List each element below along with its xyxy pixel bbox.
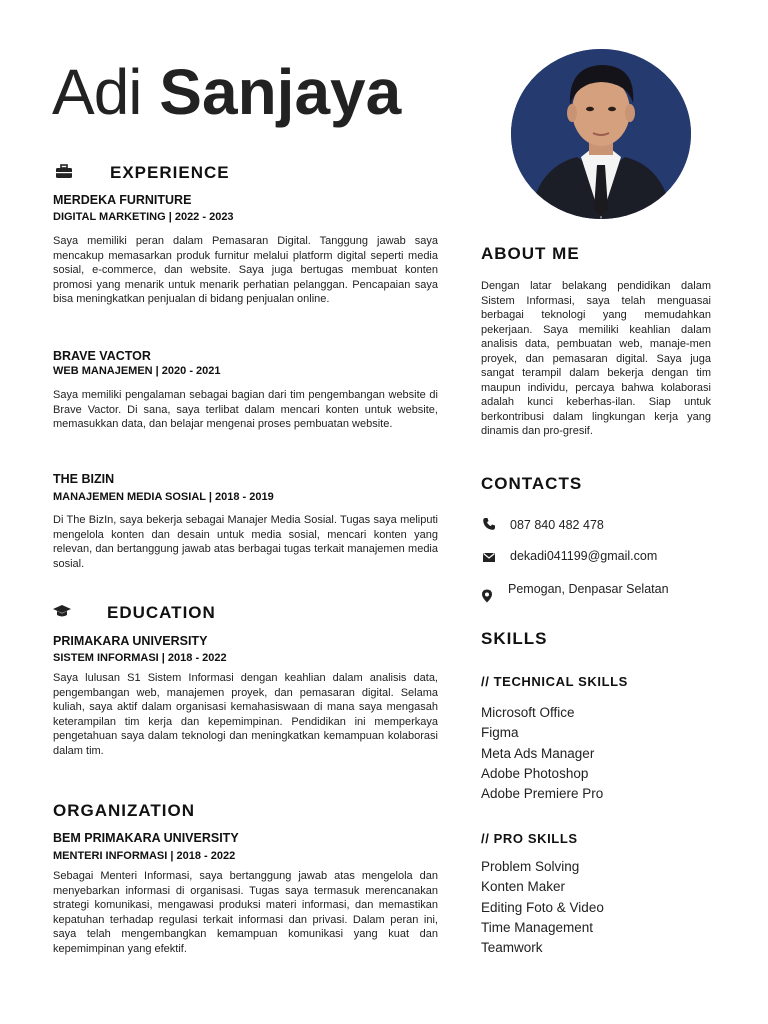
about-text: Dengan latar belakang pendidikan dalam Sistem Informasi, saya telah menguasai berbagai teknologi yang memudahkan pekerjaan. Saya memiliki keahlian dalam analisis data, pembuatan web, manaje-men proyek, dan pemasaran digital. Saya juga sangat terampil dalam bekerja dengan tim maupun individu, percaya bahwa kolaborasi adalah kunci keberhas-ilan. Siap untuk berkontribusi dalam lingkungan kerja yang dinamis dan pro-gresif. [481,280,711,437]
envelope-icon [482,550,496,569]
skill-item: Teamwork [481,940,543,956]
skill-item: Time Management [481,919,594,935]
job-description: Saya memiliki pengalaman sebagai bagian dari tim pengembangan website di Brave Vactor. Di sana, saya terlibat dalam mencari konten untuk website, memasukkan data, dan belajar mengenai proses pembuatan website. [53,389,438,430]
skill-item: Adobe Premiere Pro [481,786,604,802]
skills-title: SKILLS [481,629,548,648]
education-description: Saya lulusan S1 Sistem Informasi dengan keahlian dalam analisis data, pengembangan web, manajemen proyek, dan pemasaran digital. Selama kuliah, saya aktif dalam organisasi kemahasiswaan di mana saya mengasah keterampilan tim kerja dan kepemimpinan. Pendidikan ini memperkaya pengetahuan saya dalam teknologi dan meningkatkan kemampuan kolaborasi dalam tim. [53,672,438,757]
contacts-title: CONTACTS [481,474,583,493]
experience-title: EXPERIENCE [110,163,230,182]
job-company: THE BIZIN [53,472,115,486]
education-title: EDUCATION [107,603,216,622]
job-company: BRAVE VACTOR [53,349,151,363]
school-name: PRIMAKARA UNIVERSITY [53,634,208,648]
skill-item: Microsoft Office [481,705,575,720]
about-title: ABOUT ME [481,244,580,263]
job-role: MANAJEMEN MEDIA SOSIAL | 2018 - 2019 [53,491,274,503]
organization-role: MENTERI INFORMASI | 2018 - 2022 [53,850,236,862]
technical-skills-list [481,703,603,804]
phone-icon [482,517,496,536]
job-description: Di The BizIn, saya bekerja sebagai Manajer Media Sosial. Tugas saya meliputi mengelola konten dan desain untuk media sosial, mencari konten yang relevan, dan bertanggung jawab atas berbagai tugas terkait manajemen media sosial. [53,514,438,570]
profile-photo-illustration [511,49,691,219]
briefcase-icon [55,164,73,185]
skill-item: Konten Maker [481,879,566,895]
phone-number[interactable]: 087 840 482 478 [510,518,604,532]
location-pin-icon [480,589,494,608]
last-name: Sanjaya [159,56,402,128]
pro-skills-list [481,857,604,958]
job-company: MERDEKA FURNITURE [53,193,192,207]
job-role: WEB MANAJEMEN | 2020 - 2021 [53,365,221,377]
job-role: DIGITAL MARKETING | 2022 - 2023 [53,211,234,223]
pro-skills-title: // PRO SKILLS [481,831,578,846]
email-address[interactable]: dekadi041199@gmail.com [510,549,658,563]
organization-title: ORGANIZATION [53,801,196,820]
profile-photo [511,49,691,219]
graduation-cap-icon [53,603,71,624]
skill-item: Editing Foto & Video [481,899,604,915]
job-description: Saya memiliki peran dalam Pemasaran Digital. Tanggung jawab saya mencakup memasarkan produk furnitur melalui platform digital seperti media sosial, e-commerce, dan website. Saya juga bertugas membuat konten promosi yang menarik untuk menarik perhatian pelanggan. Pencapaian saya bisa meningkatkan penjualan di bidang penjualan online. [53,235,438,305]
location: Pemogan, Denpasar Selatan [508,582,669,596]
skill-item: Meta Ads Manager [481,745,595,761]
organization-name: BEM PRIMAKARA UNIVERSITY [53,831,239,845]
skill-item: Figma [481,725,519,741]
skill-item: Problem Solving [481,859,580,874]
technical-skills-title: // TECHNICAL SKILLS [481,674,628,689]
resume-name [52,52,401,132]
organization-description: Sebagai Menteri Informasi, saya bertanggung jawab atas mengelola dan menyebarkan informasi di organisasi. Tugas saya termasuk merencanakan strategi komunikasi, mengawasi produksi materi informasi, dan memastikan kepatuhan terhadap regulasi terkait informasi dan privasi. Dalam peran ini, saya telah mengembangkan kemampuan komunikasi yang kuat dan kepemimpinan yang efektif. [53,870,438,955]
study-program: SISTEM INFORMASI | 2018 - 2022 [53,652,227,664]
skill-item: Adobe Photoshop [481,765,589,781]
first-name: Adi [52,56,142,128]
